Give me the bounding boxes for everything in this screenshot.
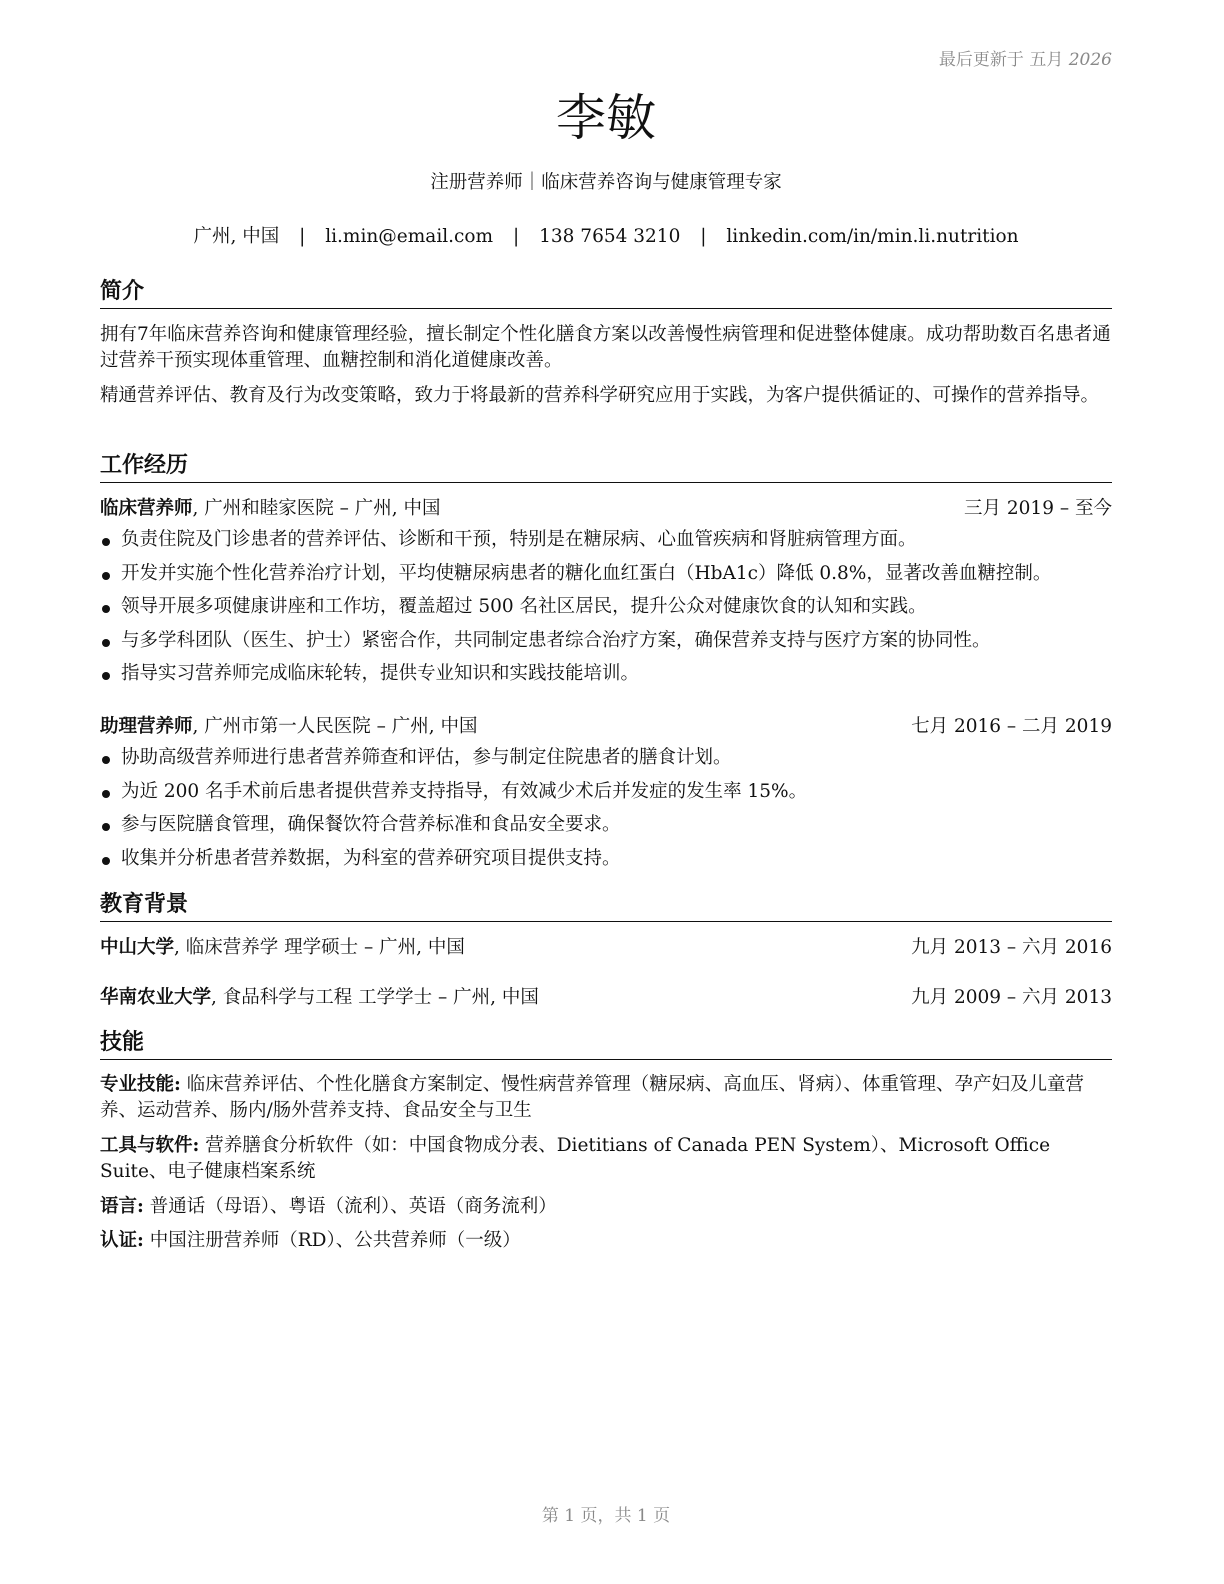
job-entry-header <box>100 714 1112 740</box>
last-updated-year: 2026 <box>1068 50 1112 70</box>
job-bullet: 参与医院膳食管理，确保餐饮符合营养标准和食品安全要求。 <box>100 812 1112 846</box>
job-date: 三月 2019 – 至今 <box>964 498 1112 519</box>
summary-paragraph: 精通营养评估、教育及行为改变策略，致力于将最新的营养科学研究应用于实践，为客户提供循证的、可操作的营养指导。 <box>100 385 1100 406</box>
education-date: 九月 2013 – 六月 2016 <box>911 937 1112 958</box>
contact-email-link[interactable]: li.min@email.com <box>325 226 494 247</box>
education-detail: , 临床营养学 理学硕士 – 广州, 中国 <box>174 937 465 958</box>
job-bullet: 与多学科团队（医生、护士）紧密合作，共同制定患者综合治疗方案，确保营养支持与医疗方案的协同性。 <box>100 628 1112 662</box>
education-detail: , 食品科学与工程 工学学士 – 广州, 中国 <box>211 987 539 1008</box>
contact-separator: | <box>299 226 306 247</box>
skill-line <box>100 1228 1112 1254</box>
skill-text: 中国注册营养师（RD）、公共营养师（一级） <box>143 1230 521 1251</box>
section-title-experience: 工作经历 <box>100 453 1112 483</box>
job-role: 临床营养师 <box>100 498 193 519</box>
last-updated-prefix: 最后更新于 五月 <box>938 50 1064 70</box>
education-entry <box>100 985 1112 1011</box>
skill-text: 临床营养评估、个性化膳食方案制定、慢性病营养管理（糖尿病、高血压、肾病）、体重管理、孕产妇及儿童营养、运动营养、肠内/肠外营养支持、食品安全与卫生 <box>100 1074 1084 1121</box>
job-bullet: 为近 200 名手术前后患者提供营养支持指导，有效减少术后并发症的发生率 15%。 <box>100 779 1112 813</box>
job-bullet: 领导开展多项健康讲座和工作坊，覆盖超过 500 名社区居民，提升公众对健康饮食的认知和实践。 <box>100 594 1112 628</box>
contact-line <box>100 224 1112 250</box>
job-organization: , 广州和睦家医院 – 广州, 中国 <box>192 498 441 519</box>
section-title-education: 教育背景 <box>100 892 1112 922</box>
job-bullet-list <box>100 745 1112 879</box>
job-bullet: 协助高级营养师进行患者营养筛查和评估，参与制定住院患者的膳食计划。 <box>100 745 1112 779</box>
job-bullet: 负责住院及门诊患者的营养评估、诊断和干预，特别是在糖尿病、心血管疾病和肾脏病管理方面。 <box>100 527 1112 561</box>
tagline: 注册营养师｜临床营养咨询与健康管理专家 <box>430 172 782 193</box>
education-entry <box>100 935 1112 961</box>
last-updated <box>939 45 1112 70</box>
contact-separator: | <box>700 226 707 247</box>
skill-label: 工具与软件: <box>100 1135 200 1156</box>
education-school: 中山大学 <box>100 937 175 958</box>
section-title-skills: 技能 <box>100 1030 1112 1060</box>
job-date: 七月 2016 – 二月 2019 <box>911 716 1112 737</box>
contact-phone: 138 7654 3210 <box>539 226 681 247</box>
contact-location: 广州, 中国 <box>193 226 280 247</box>
contact-separator: | <box>512 226 520 247</box>
job-role: 助理营养师 <box>100 716 193 737</box>
skill-line <box>100 1194 1112 1220</box>
job-bullet: 开发并实施个性化营养治疗计划，平均使糖尿病患者的糖化血红蛋白（HbA1c）降低 0.8%，显著改善血糖控制。 <box>100 561 1112 595</box>
education-date: 九月 2009 – 六月 2013 <box>911 987 1112 1008</box>
resume-page <box>100 0 1112 1584</box>
skill-label: 专业技能: <box>100 1074 181 1095</box>
job-bullet: 指导实习营养师完成临床轮转，提供专业知识和实践技能培训。 <box>100 661 1112 695</box>
job-entry-header <box>100 496 1112 522</box>
skill-line <box>100 1133 1112 1185</box>
education-school: 华南农业大学 <box>100 987 212 1008</box>
job-organization: , 广州市第一人民医院 – 广州, 中国 <box>192 716 478 737</box>
job-bullet: 收集并分析患者营养数据，为科室的营养研究项目提供支持。 <box>100 846 1112 880</box>
section-title-summary: 简介 <box>100 279 1112 309</box>
skill-text: 营养膳食分析软件（如：中国食物成分表、Dietitians of Canada PEN System）、Microsoft Office Suite、电子健康档案系统 <box>100 1135 1051 1182</box>
contact-linkedin-link[interactable]: linkedin.com/in/min.li.nutrition <box>726 226 1019 247</box>
skill-label: 语言: <box>100 1196 144 1217</box>
job-bullet-list <box>100 527 1112 695</box>
summary-paragraph: 拥有7年临床营养咨询和健康管理经验，擅长制定个性化膳食方案以改善慢性病管理和促进整体健康。成功帮助数百名患者通过营养干预实现体重管理、血糖控制和消化道健康改善。 <box>100 324 1111 371</box>
page-number-footer: 第 1 页，共 1 页 <box>541 1506 671 1526</box>
skill-label: 认证: <box>100 1230 144 1251</box>
skill-text: 普通话（母语）、粤语（流利）、英语（商务流利） <box>143 1196 557 1217</box>
candidate-name: 李敏 <box>556 89 656 147</box>
skill-line <box>100 1072 1112 1124</box>
